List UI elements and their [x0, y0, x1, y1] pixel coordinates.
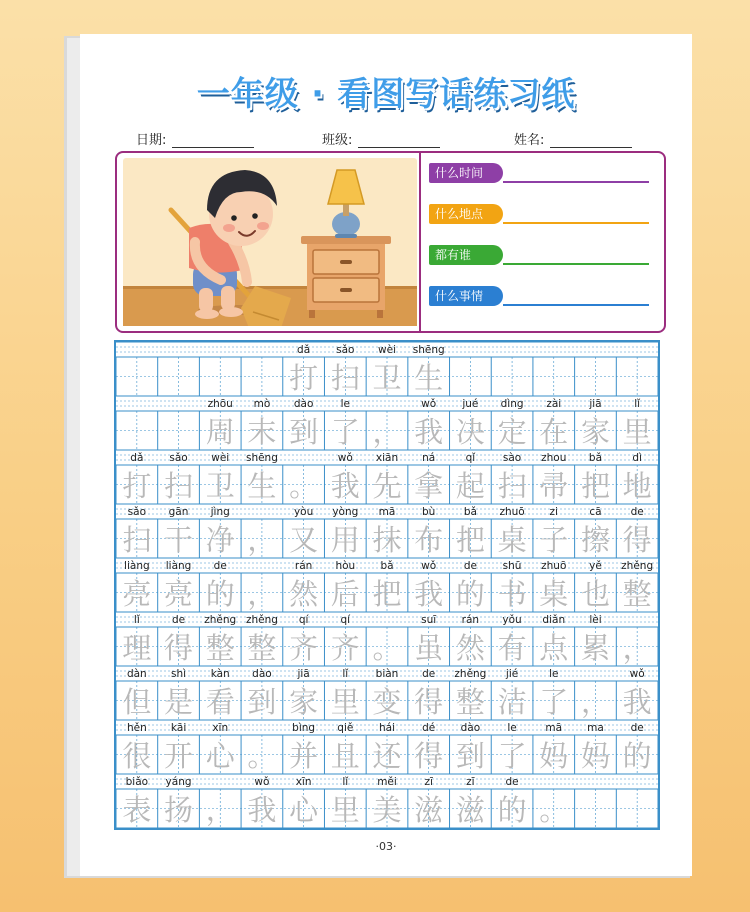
pinyin-text: dàn: [126, 668, 147, 680]
pinyin-text: lǐ: [133, 614, 140, 626]
trace-character: 妈: [539, 739, 569, 773]
worksheet-title: 一年级 · 看图写话练习纸: [196, 74, 576, 113]
pinyin-text: bǎ: [588, 452, 603, 464]
class-label: 班级:: [322, 133, 353, 148]
trace-character: 然: [289, 577, 319, 611]
pinyin-text: liàng: [165, 560, 192, 572]
trace-character: 理: [122, 631, 152, 665]
picture-divider: [419, 153, 421, 331]
date-label: 日期:: [136, 133, 167, 148]
trace-character: 我: [247, 793, 277, 827]
trace-character: 了: [497, 739, 527, 773]
trace-character: 滋: [414, 793, 444, 827]
trace-character: 了: [539, 685, 569, 719]
pinyin-text: lèi: [589, 614, 602, 626]
pinyin-text: wǒ: [337, 452, 353, 464]
trace-character: 但: [122, 685, 152, 719]
pinyin-text: dào: [293, 398, 314, 410]
trace-character: 干: [164, 523, 194, 557]
pinyin-text: de: [505, 776, 519, 788]
trace-character: 扫: [164, 469, 194, 503]
pinyin-text: de: [630, 506, 644, 518]
pinyin-text: suī: [421, 614, 437, 626]
pinyin-text: de: [171, 614, 186, 626]
trace-character: 开: [164, 739, 194, 773]
pinyin-text: yǒu: [502, 614, 522, 626]
pinyin-text: le: [507, 722, 517, 734]
answer-line[interactable]: [503, 304, 649, 306]
pinyin-text: zhěng: [454, 668, 487, 680]
question-label: 什么地点: [429, 204, 503, 224]
pinyin-text: bìng: [292, 722, 316, 734]
trace-character: 家: [289, 685, 319, 719]
pinyin-text: yě: [589, 560, 602, 572]
pinyin-text: yòu: [293, 506, 314, 518]
pinyin-text: rán: [294, 560, 313, 572]
pinyin-text: jié: [505, 668, 519, 680]
trace-character: 了: [330, 415, 360, 449]
trace-character: 到: [455, 739, 485, 773]
trace-character: 美: [372, 793, 402, 827]
pinyin-text: lǐ: [342, 776, 349, 788]
trace-character: ，: [247, 577, 277, 611]
pinyin-text: mò: [253, 398, 271, 410]
pinyin-text: cā: [589, 506, 602, 518]
pinyin-text: zhěng: [245, 614, 278, 626]
answer-line[interactable]: [503, 181, 649, 183]
class-field[interactable]: [322, 129, 440, 148]
trace-character: 在: [539, 415, 569, 449]
pinyin-text: jiā: [589, 398, 602, 410]
trace-character: 我: [414, 415, 444, 449]
pinyin-text: liàng: [124, 560, 150, 572]
pinyin-text: ma: [587, 722, 604, 734]
trace-character: 心: [289, 793, 319, 827]
trace-character: 并: [289, 739, 319, 773]
trace-character: 滋: [455, 793, 485, 827]
trace-character: 整: [455, 685, 485, 719]
trace-character: 子: [539, 523, 569, 557]
pinyin-text: dào: [460, 722, 481, 734]
trace-character: 妈: [580, 739, 610, 773]
boy-sweeping-icon: [123, 158, 417, 330]
trace-character: 整: [622, 577, 652, 611]
pinyin-text: měi: [377, 776, 397, 788]
pinyin-text: wǒ: [254, 776, 270, 788]
pinyin-text: bù: [422, 506, 436, 518]
pinyin-text: jué: [462, 398, 479, 410]
trace-character: 书: [497, 577, 527, 611]
trace-character: 把: [580, 469, 610, 503]
pinyin-text: hěn: [126, 722, 147, 734]
pinyin-text: wèi: [211, 452, 230, 464]
pinyin-text: dào: [252, 668, 272, 680]
writing-grid: [114, 340, 660, 830]
pinyin-text: zhěng: [204, 614, 237, 626]
pinyin-text: hái: [378, 722, 396, 734]
pinyin-text: dìng: [500, 398, 524, 410]
pinyin-text: qí: [298, 614, 309, 626]
pinyin-text: jìng: [210, 506, 230, 518]
pinyin-text: mā: [378, 506, 396, 518]
pinyin-text: zi: [549, 506, 558, 518]
trace-character: 然: [455, 631, 485, 665]
pinyin-text: yòng: [332, 506, 359, 518]
page-number: ·03·: [375, 840, 397, 853]
trace-character: 看: [205, 685, 235, 719]
pinyin-text: wǒ: [629, 668, 645, 680]
question-label: 什么时间: [429, 163, 503, 183]
trace-character: 。: [539, 793, 569, 827]
trace-character: 洁: [497, 685, 527, 719]
trace-character: 的: [497, 793, 527, 827]
trace-character: 桌: [497, 523, 527, 557]
trace-character: ，: [622, 631, 652, 665]
trace-character: ，: [580, 685, 610, 719]
trace-character: 净: [205, 523, 235, 557]
answer-line[interactable]: [503, 263, 649, 265]
pinyin-text: ná: [422, 452, 436, 464]
trace-character: 亮: [122, 577, 152, 611]
pinyin-text: biǎo: [125, 776, 149, 788]
trace-character: 拿: [414, 469, 444, 503]
pinyin-text: mā: [545, 722, 563, 734]
trace-character: 里: [330, 793, 360, 827]
pinyin-text: zhěng: [621, 560, 654, 572]
trace-character: 心: [205, 739, 235, 773]
pinyin-text: xiān: [375, 452, 399, 464]
trace-character: 我: [622, 685, 652, 719]
pinyin-text: wèi: [378, 344, 396, 356]
picture-question-box: [115, 151, 666, 333]
trace-character: 用: [330, 523, 360, 557]
trace-character: 扫: [330, 361, 360, 395]
pinyin-text: diǎn: [542, 614, 566, 626]
trace-character: 抹: [372, 523, 402, 557]
trace-character: 到: [289, 415, 319, 449]
trace-character: 的: [622, 739, 652, 773]
trace-character: 变: [372, 685, 402, 719]
trace-character: 生: [414, 361, 444, 395]
trace-character: ，: [372, 415, 402, 449]
pinyin-text: wǒ: [421, 398, 437, 410]
pinyin-text: yáng: [165, 776, 192, 788]
pinyin-text: de: [630, 722, 644, 734]
pinyin-text: dé: [422, 722, 436, 734]
pinyin-text: dǎ: [297, 344, 311, 356]
trace-character: 里: [330, 685, 360, 719]
trace-character: 亮: [164, 577, 194, 611]
pinyin-text: lǐ: [342, 668, 349, 680]
pinyin-text: xīn: [212, 722, 229, 734]
pinyin-text: zhuō: [541, 560, 567, 572]
pinyin-text: rán: [461, 614, 480, 626]
trace-character: 擦: [580, 523, 610, 557]
trace-character: 还: [372, 739, 402, 773]
trace-character: 后: [330, 577, 360, 611]
date-blank[interactable]: [172, 133, 254, 148]
trace-character: 得: [622, 523, 652, 557]
pinyin-text: shēng: [412, 344, 445, 356]
class-blank[interactable]: [358, 133, 440, 148]
trace-character: 累: [580, 631, 610, 665]
trace-character: 表: [122, 793, 152, 827]
pinyin-text: xīn: [295, 776, 312, 788]
pinyin-text: sǎo: [336, 344, 355, 356]
trace-character: 是: [164, 685, 194, 719]
answer-line[interactable]: [503, 222, 649, 224]
pinyin-text: zhou: [541, 452, 567, 464]
trace-character: 齐: [289, 631, 319, 665]
trace-character: 得: [164, 631, 194, 665]
pinyin-text: qǐ: [465, 452, 476, 464]
trace-character: 扫: [122, 523, 152, 557]
trace-character: 点: [539, 631, 569, 665]
trace-character: 起: [455, 469, 485, 503]
trace-character: 周: [205, 415, 235, 449]
trace-character: 齐: [330, 631, 360, 665]
trace-character: 整: [247, 631, 277, 665]
trace-character: 。: [372, 631, 402, 665]
pinyin-text: le: [549, 668, 559, 680]
trace-character: 定: [497, 415, 527, 449]
trace-character: 我: [330, 469, 360, 503]
pinyin-text: zài: [546, 398, 562, 410]
trace-character: 末: [247, 415, 277, 449]
trace-character: 也: [580, 577, 610, 611]
pinyin-text: zhuō: [499, 506, 525, 518]
trace-character: 且: [330, 739, 360, 773]
pinyin-text: gān: [168, 506, 189, 518]
pinyin-text: bǎ: [463, 506, 477, 518]
pinyin-text: sǎo: [127, 506, 147, 518]
trace-character: 又: [289, 523, 319, 557]
trace-character: 的: [205, 577, 235, 611]
trace-character: 我: [414, 577, 444, 611]
trace-character: 整: [205, 631, 235, 665]
pinyin-text: le: [340, 398, 351, 410]
name-label: 姓名:: [514, 133, 545, 148]
trace-character: ，: [205, 793, 235, 827]
name-field[interactable]: [514, 129, 632, 148]
trace-character: 地: [622, 469, 652, 503]
trace-character: 布: [414, 523, 444, 557]
pinyin-text: sǎo: [169, 452, 188, 464]
trace-character: 帚: [539, 469, 569, 503]
trace-character: 很: [122, 739, 152, 773]
pinyin-text: jiā: [297, 668, 310, 680]
trace-character: ，: [247, 523, 277, 557]
pinyin-text: zhōu: [207, 398, 233, 410]
name-blank[interactable]: [550, 133, 632, 148]
pinyin-text: qí: [340, 614, 351, 626]
trace-character: 的: [455, 577, 485, 611]
pinyin-text: shū: [502, 560, 522, 572]
trace-character: 。: [247, 739, 277, 773]
question-label: 什么事情: [429, 286, 503, 306]
trace-character: 生: [247, 469, 277, 503]
worksheet-page: [80, 34, 692, 876]
trace-character: 决: [455, 415, 485, 449]
pinyin-text: sào: [502, 452, 522, 464]
pinyin-text: zī: [424, 776, 433, 788]
trace-character: 。: [289, 469, 319, 503]
pinyin-text: de: [463, 560, 477, 572]
trace-character: 虽: [414, 631, 444, 665]
pinyin-text: wǒ: [421, 560, 437, 572]
trace-character: 得: [414, 685, 444, 719]
trace-character: 卫: [372, 361, 402, 395]
trace-character: 得: [414, 739, 444, 773]
trace-character: 扫: [497, 469, 527, 503]
writing-grid-svg: [116, 342, 658, 828]
trace-character: 家: [580, 415, 610, 449]
pinyin-text: de: [422, 668, 436, 680]
pinyin-text: bǎ: [380, 560, 394, 572]
question-label: 都有谁: [429, 245, 503, 265]
pinyin-text: hòu: [335, 560, 356, 572]
pinyin-text: dì: [632, 452, 642, 464]
pinyin-text: shēng: [245, 452, 278, 464]
trace-character: 扬: [164, 793, 194, 827]
pinyin-text: qiě: [337, 722, 354, 734]
pinyin-text: lǐ: [634, 398, 641, 410]
trace-character: 打: [289, 361, 319, 395]
trace-character: 打: [122, 469, 152, 503]
trace-character: 里: [622, 415, 652, 449]
trace-character: 到: [247, 685, 277, 719]
pinyin-text: zī: [466, 776, 475, 788]
pinyin-text: de: [213, 560, 227, 572]
date-field[interactable]: [136, 129, 254, 148]
trace-character: 卫: [205, 469, 235, 503]
pinyin-text: biàn: [375, 668, 399, 680]
pinyin-text: kàn: [210, 668, 230, 680]
trace-character: 把: [372, 577, 402, 611]
trace-character: 有: [497, 631, 527, 665]
trace-character: 先: [372, 469, 402, 503]
trace-character: 桌: [539, 577, 569, 611]
pinyin-text: shì: [171, 668, 187, 680]
trace-character: 把: [455, 523, 485, 557]
pinyin-text: dǎ: [130, 452, 144, 464]
pinyin-text: kāi: [170, 722, 187, 734]
